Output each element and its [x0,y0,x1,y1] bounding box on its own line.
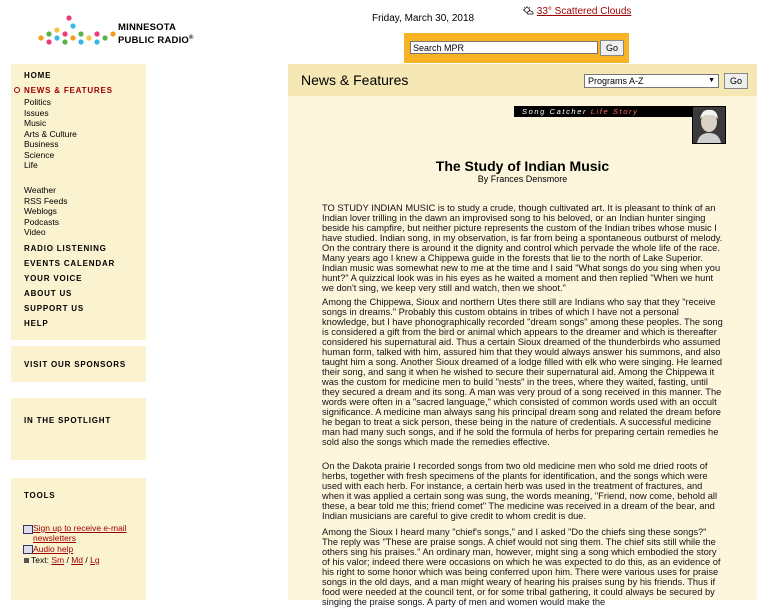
sidebar-sub-life[interactable]: Life [24,160,38,170]
sidebar-sub-arts-culture[interactable]: Arts & Culture [24,128,77,139]
sidebar-item-events-calendar[interactable]: EVENTS CALENDAR [24,259,116,268]
sidebar-spotlight-box [11,398,146,460]
article-paragraph-4: Among the Sioux I heard many "chief's songs," and I asked "Do the chiefs sing these songs?" The reply was "These are praise songs. A chief would not sing them. The chief sits still while the others sing his praises." An ordinary man, however, might sing a song which embodied the story of his valor; indeed there were occasions on which he was expected to do this, as an evidence of his right to some honor which was being conferred upon him. There were various uses for praise songs in the old days, and a man might weary of hearing his praises sung by his friends. Thus if food were needed at the council tent, or for some tribal gathering, it could always be secured by singing the praise songs. A party of men and women would make the [322,527,721,607]
article-area [288,96,757,607]
mpr-logo-text[interactable] [118,22,194,46]
weather-widget[interactable] [523,6,631,17]
dropdown-arrow-icon: ▼ [708,77,715,84]
sidebar-sub-weather[interactable]: Weather [24,185,56,195]
sidebar-main-nav [11,64,146,340]
text-size-medium[interactable]: Md [71,555,84,565]
article-paragraph-2: Among the Chippewa, Sioux and northern Utes there still are Indians who say that they "receive songs in dreams." Probably this custom obtains in tribes of which I have not a personal knowledge, but I have phonographically recorded "dream songs" among these peoples. The song is considered a gift from the bird or animal which appears to the dreamer and which is thereafter considered his supernatural aid. Thus a certain Sioux dreamed of the thunderbirds who assumed human form, talked with him, assured him that they would always answer his summons, and also taught him a song. Another Sioux dreamed of a lodge filled with elk who were singing. He learned their song, and sang it when he wished to secure their supernatural aid. Among the Chippewa it was the custom for medicine men to build "nests" in the trees, where they waited, fasting, until they secured a dream and its song. A man was very proud of a song received in this manner. The words were often in a "sacred language," which consisted of common words used with an occult significance. A medicine man always sang his principal dream song and related the dream before he began to treat a sick person, these being in the nature of credentials. A successful medicine man had many such songs, and if he sold the formula of herbs for preparing certain remedies he sold also the songs which made the remedies effective. [322,297,723,447]
email-icon [23,525,33,534]
text-size-small[interactable]: Sm [51,555,65,565]
audio-help-icon [23,545,33,554]
tools-heading: TOOLS [24,491,56,500]
article-paragraph-3: On the Dakota prairie I recorded songs from two old medicine men who sold me dried roots of herbs, together with fresh specimens of the plants for identification, and the songs which were used with each herb. For instance, a certain herb was used in the treatment of fractures, and when it was applied a certain song was sung, the words meaning, "Friend, now come, behold all these, a bear told me this; friend comet" The medicine was received in a dream of the bear, and Indian musicians are careful to give credit to whom credit is due. [322,461,718,521]
sidebar-sub-politics[interactable]: Politics [24,97,51,107]
text-size-sep-2: / [85,555,88,565]
portrait-image [693,107,725,143]
sidebar-sub-issues[interactable]: Issues [24,107,49,118]
audio-help-link[interactable]: Audio help [33,544,74,554]
sidebar-item-radio-listening[interactable]: RADIO LISTENING [24,244,107,253]
sidebar-item-support-us[interactable]: SUPPORT US [24,304,85,313]
text-size-bullet-icon [24,558,29,563]
sidebar-sponsors-box [11,346,146,382]
newsletter-link-line1: Sign up to receive e-mail [33,523,127,533]
search-input[interactable] [410,41,598,54]
banner-song-catcher: Song Catcher [522,107,588,116]
text-size-label: Text: [31,555,49,565]
sun-cloud-icon [523,6,534,15]
article-byline: By Frances Densmore [477,174,568,184]
sidebar-item-news-features[interactable]: NEWS & FEATURES [24,86,113,95]
sidebar-sub-podcasts[interactable]: Podcasts [24,216,59,227]
sidebar-sub-weblogs[interactable]: Weblogs [24,206,57,216]
programs-select[interactable] [584,74,719,88]
text-size-large[interactable]: Lg [90,555,100,565]
sidebar-item-sponsors[interactable]: VISIT OUR SPONSORS [24,360,126,369]
site-search [404,33,629,63]
programs-go-button[interactable]: Go [724,73,748,89]
newsletter-signup-link[interactable] [33,523,127,543]
song-catcher-banner[interactable] [514,106,692,117]
sidebar-item-help[interactable]: HELP [24,319,49,328]
sidebar-item-home[interactable]: HOME [24,71,52,80]
programs-select-value: Programs A-Z [588,76,644,86]
article-title: The Study of Indian Music [435,158,610,174]
logo-registered: ® [189,35,194,41]
weather-link[interactable]: 33° Scattered Clouds [536,6,632,17]
author-portrait [692,106,726,144]
newsletter-link-line2: newsletters [33,533,76,543]
mpr-logo-mark [37,12,117,52]
article-paragraph-1: TO STUDY INDIAN MUSIC is to study a crude, though cultivated art. It is pleasant to think of an Indian lover trilling in the dawn an improvised song to his beloved, or an Indian hunter singing beside his campfire, but neither picture represents the custom of the Indian tribes whose music I have studied. Indian song, in my observation, is far from being a spontaneous outburst of melody. On the contrary there is around it the dignity and control which pervade the whole life of the race. Many years ago I knew a Chippewa guide in the forests that lie to the north of Lake Superior. Indian music was somewhat new to me at the time and I said "What songs do you sing when you hunt?" A quizzical look was in his eyes as he waited a moment and then replied "When we hunt we don't sing, we keep very still and watch, then we shoot." [322,203,723,293]
search-go-button[interactable]: Go [600,40,624,56]
section-header [288,64,757,96]
logo-line2: PUBLIC RADIO [118,35,190,47]
logo-line1: MINNESOTA [118,22,177,33]
sidebar-sub-rss-feeds[interactable]: RSS Feeds [24,195,68,206]
sidebar-sub-science[interactable]: Science [24,149,55,160]
spotlight-heading: IN THE SPOTLIGHT [24,416,112,425]
sidebar-item-about-us[interactable]: ABOUT US [24,289,73,298]
sidebar-item-your-voice[interactable]: YOUR VOICE [24,274,83,283]
sidebar-sub-music[interactable]: Music [24,118,47,128]
current-date: Friday, March 30, 2018 [372,13,475,24]
banner-life-story: Life Story [590,107,639,116]
sidebar-sub-business[interactable]: Business [24,139,59,149]
sidebar-sub-video[interactable]: Video [24,227,46,237]
section-title: News & Features [301,72,409,88]
text-size-control [24,555,100,565]
sidebar-tools-box [11,478,146,600]
text-size-sep-1: / [66,555,69,565]
active-bullet-icon [14,87,20,93]
